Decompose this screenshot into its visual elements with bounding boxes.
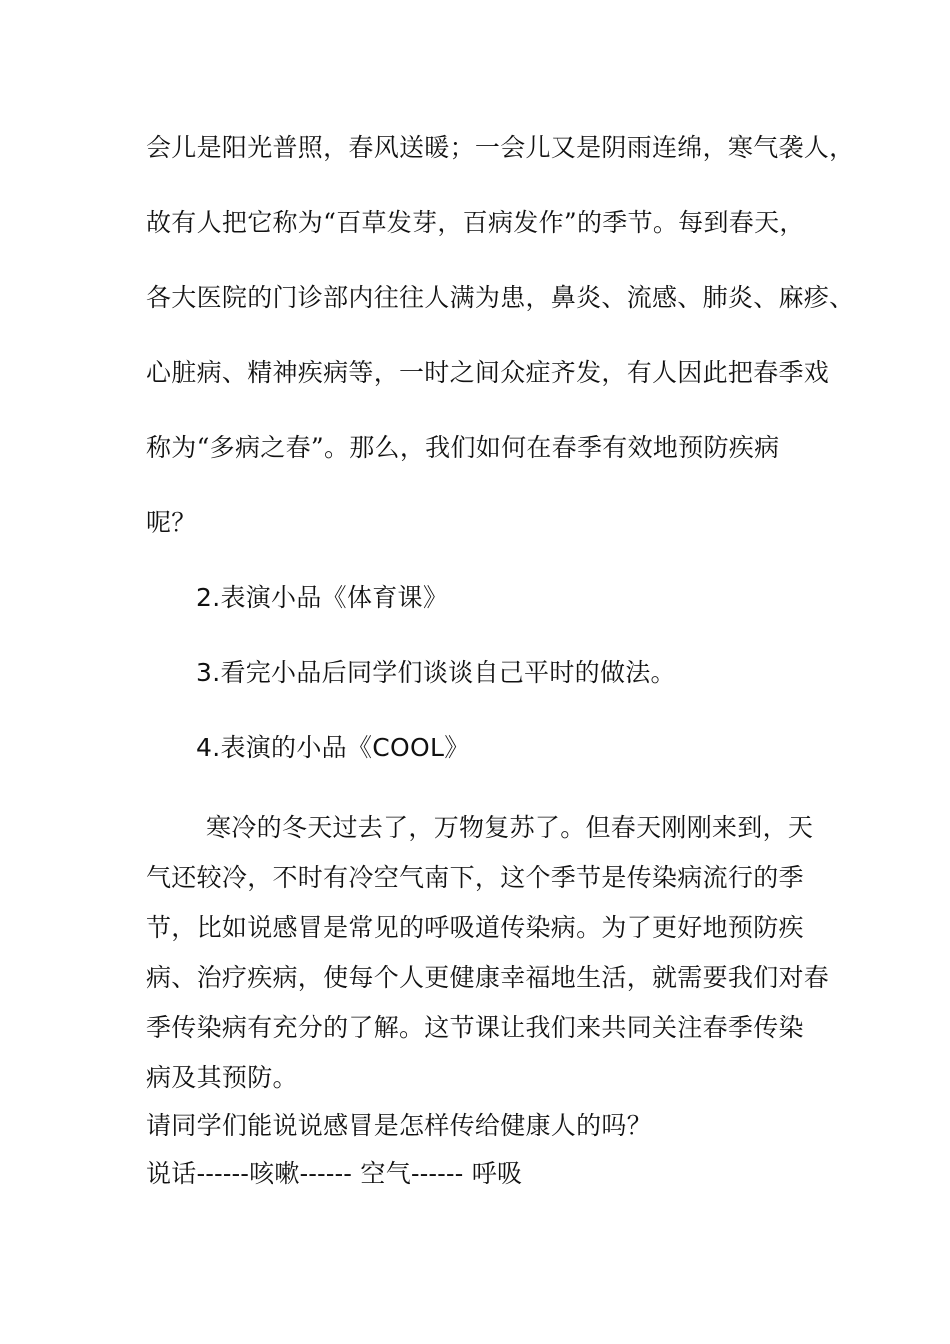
list-item-2: 2.表演小品《体育课》 [196,583,449,612]
paragraph-2-line-2: 气还较冷，不时有冷空气南下，这个季节是传染病流行的季 [146,863,804,892]
paragraph-1-line-4: 心脏病、精神疾病等，一时之间众症齐发，有人因此把春季戏 [146,358,830,387]
question-line: 请同学们能说说感冒是怎样传给健康人的吗？ [146,1111,653,1140]
paragraph-2-line-1: 寒冷的冬天过去了，万物复苏了。但春天刚刚来到，天 [206,813,814,842]
list-item-4: 4.表演的小品《COOL》 [196,733,470,762]
paragraph-2-line-4: 病、治疗疾病，使每个人更健康幸福地生活，就需要我们对春 [146,963,830,992]
paragraph-1-line-5: 称为“多病之春”。那么，我们如何在春季有效地预防疾病 [146,433,780,462]
paragraph-1-line-6: 呢？ [146,508,197,537]
list-item-3: 3.看完小品后同学们谈谈自己平时的做法。 [196,658,676,687]
transmission-chain-line: 说话------咳嗽------ 空气------ 呼吸 [146,1159,523,1188]
paragraph-1-line-2: 故有人把它称为“百草发芽，百病发作”的季节。每到春天， [146,208,805,237]
paragraph-1-line-3: 各大医院的门诊部内往往人满为患，鼻炎、流感、肺炎、麻疹、 [146,283,855,312]
paragraph-2-line-6: 病及其预防。 [146,1063,298,1092]
paragraph-1-line-1: 会儿是阳光普照，春风送暖；一会儿又是阴雨连绵，寒气袭人， [146,133,855,162]
paragraph-2-line-5: 季传染病有充分的了解。这节课让我们来共同关注春季传染 [146,1013,804,1042]
paragraph-2-line-3: 节，比如说感冒是常见的呼吸道传染病。为了更好地预防疾 [146,913,804,942]
